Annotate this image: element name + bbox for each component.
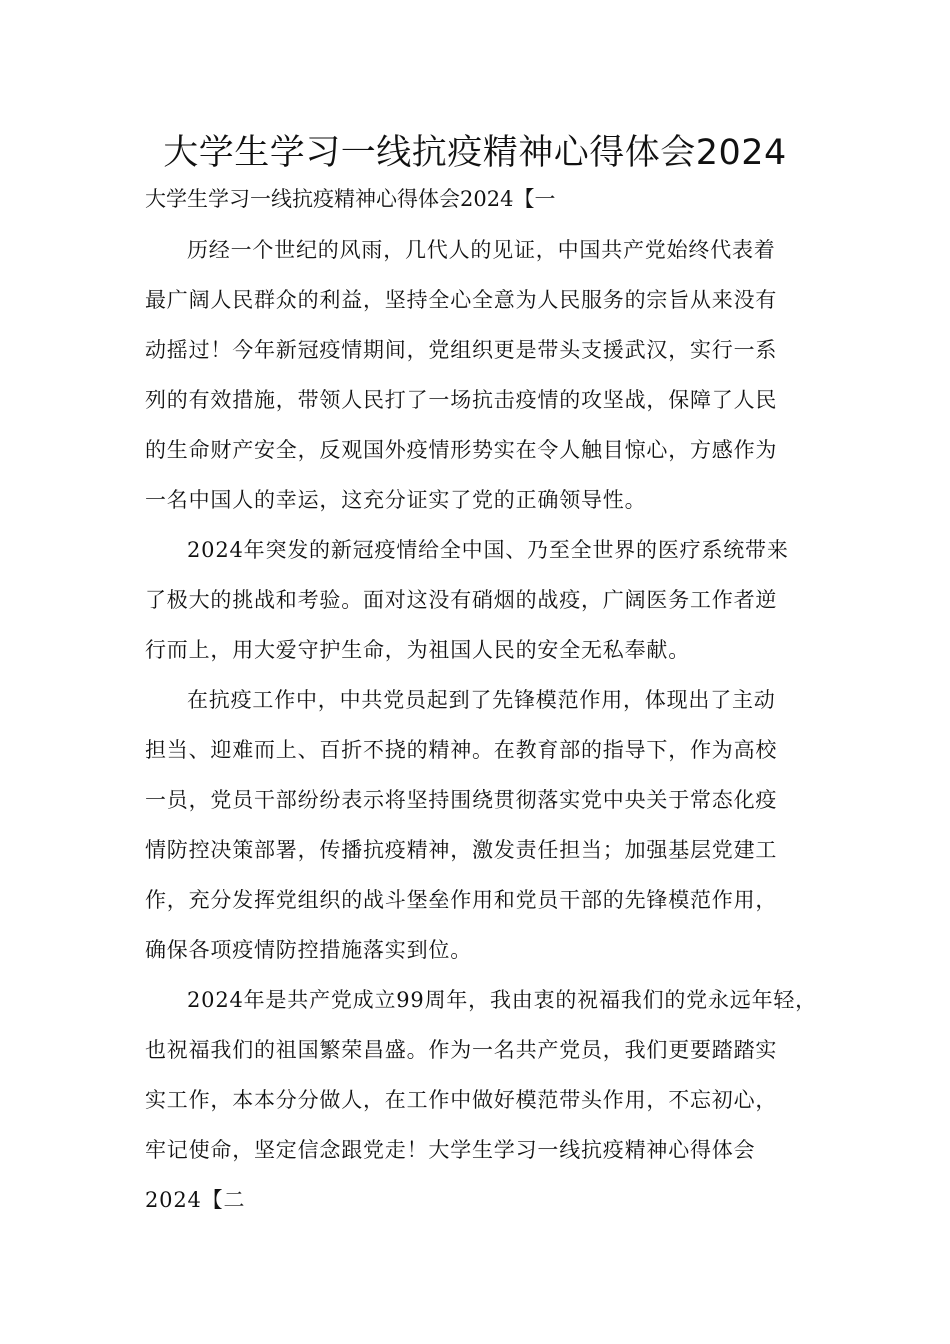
paragraph-line: 也祝福我们的祖国繁荣昌盛。作为一名共产党员，我们更要踏踏实	[145, 1038, 778, 1062]
paragraph-line: 情防控决策部署，传播抗疫精神，激发责任担当；加强基层党建工	[145, 838, 778, 862]
paragraph-line: 2024【二	[145, 1188, 246, 1212]
paragraph-line: 2024年突发的新冠疫情给全中国、乃至全世界的医疗系统带来	[187, 538, 789, 562]
paragraph-line: 牢记使命，坚定信念跟党走！大学生学习一线抗疫精神心得体会	[145, 1138, 756, 1162]
paragraph-line: 作，充分发挥党组织的战斗堡垒作用和党员干部的先锋模范作用，	[145, 888, 778, 912]
paragraph-line: 行而上，用大爱守护生命，为祖国人民的安全无私奉献。	[145, 638, 690, 662]
document-title: 大学生学习一线抗疫精神心得体会2024	[163, 133, 787, 173]
paragraph-line: 2024年是共产党成立99周年，我由衷的祝福我们的党永远年轻，	[187, 988, 817, 1012]
paragraph-line: 动摇过！今年新冠疫情期间，党组织更是带头支援武汉，实行一系	[145, 338, 778, 362]
document-subtitle: 大学生学习一线抗疫精神心得体会2024【一	[145, 187, 556, 211]
paragraph-line: 实工作，本本分分做人，在工作中做好模范带头作用，不忘初心，	[145, 1088, 778, 1112]
paragraph-line: 最广阔人民群众的利益，坚持全心全意为人民服务的宗旨从来没有	[145, 288, 778, 312]
paragraph-line: 一名中国人的幸运，这充分证实了党的正确领导性。	[145, 488, 647, 512]
paragraph-line: 列的有效措施，带领人民打了一场抗击疫情的攻坚战，保障了人民	[145, 388, 778, 412]
paragraph-line: 了极大的挑战和考验。面对这没有硝烟的战疫，广阔医务工作者逆	[145, 588, 778, 612]
paragraph-line: 在抗疫工作中，中共党员起到了先锋模范作用，体现出了主动	[187, 688, 776, 712]
paragraph-line: 的生命财产安全，反观国外疫情形势实在令人触目惊心，方感作为	[145, 438, 778, 462]
paragraph-line: 担当、迎难而上、百折不挠的精神。在教育部的指导下，作为高校	[145, 738, 778, 762]
paragraph-line: 一员，党员干部纷纷表示将坚持围绕贯彻落实党中央关于常态化疫	[145, 788, 778, 812]
paragraph-line: 历经一个世纪的风雨，几代人的见证，中国共产党始终代表着	[187, 238, 776, 262]
paragraph-line: 确保各项疫情防控措施落实到位。	[145, 938, 472, 962]
